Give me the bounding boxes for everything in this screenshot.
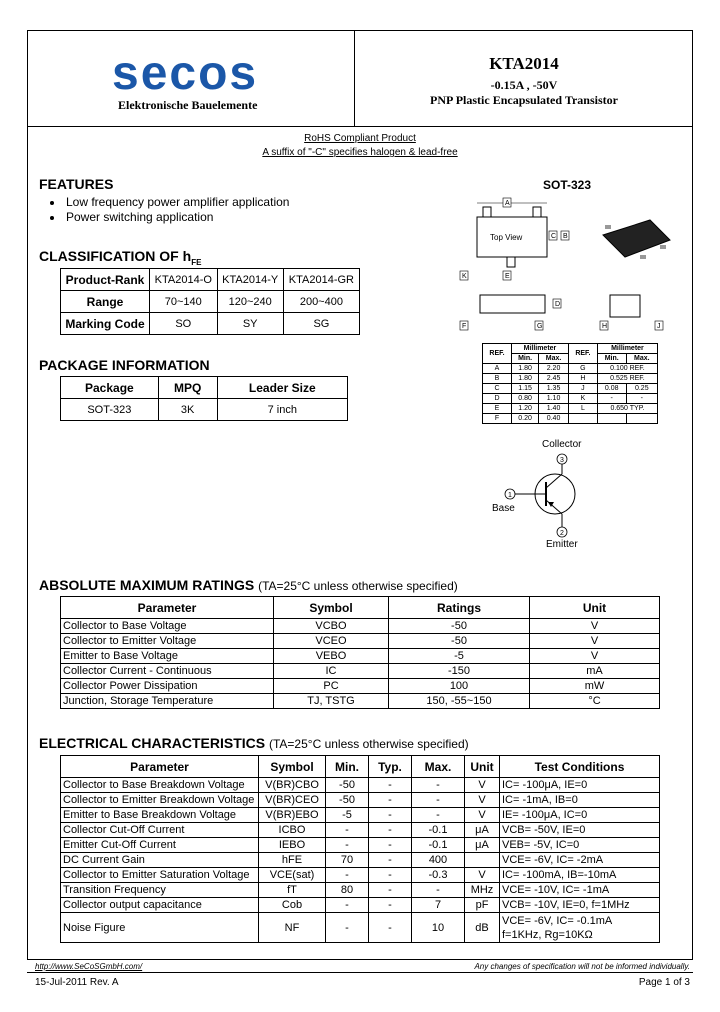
electrical-table: Parameter Symbol Min. Typ. Max. Unit Test Conditions Collector to Base Breakdown Voltage V(BR)CBO -50 - - V IC= -100μA, IE=0 Collector to Emitter Breakdown Voltage V(BR)CEO -50 - - V IC= -1mA, IB=0 Emitter to Base Breakdown Voltage V(BR)EBO -5 - - V IE= -100μA, IC=0 Collector Cut-Off Current ICBO - - -0.1 μA VCB= -50V, IE=0 Emitter Cut-Off Current IEBO - - -0.1 μA VEB= -5V, IC=0 DC Current Gain hFE 70 - 400 VCE= -6V, IC= -2mA Collector to Emitter Saturation Voltage VCE(sat) - - -0.3 V IC= -100mA, IB=-10mA Transition Frequency fT 80 - - MHz VCE= -10V, IC= -1mA Collector output capacitance Cob - - 7 pF VCB= -10V, IE=0, f=1MHz Noise Figure NF - - 10 dB VCE= -6V, IC= -0.1mA f=1KHz, Rg=10KΩ <box>60 755 660 943</box>
svg-text:D: D <box>555 301 561 308</box>
table-row: Collector Power Dissipation PC 100 mW <box>61 679 660 694</box>
table-row: Collector to Emitter Breakdown Voltage V(BR)CEO -50 - - V IC= -1mA, IB=0 <box>61 793 660 808</box>
svg-text:F: F <box>462 323 467 330</box>
table-row: Emitter Cut-Off Current IEBO - - -0.1 μA VEB= -5V, IC=0 <box>61 838 660 853</box>
base-label: Base <box>492 503 515 514</box>
table-row: Junction, Storage Temperature TJ, TSTG 150, -55~150 °C <box>61 694 660 709</box>
features-title: FEATURES <box>39 176 114 192</box>
svg-text:A: A <box>505 200 510 207</box>
collector-label: Collector <box>542 439 582 450</box>
table-row: Collector to Emitter Saturation Voltage VCE(sat) - - -0.3 V IC= -100mA, IB=-10mA <box>61 868 660 883</box>
dimension-table: REF. Millimeter REF. Millimeter Min. Max. Min. Max. A 1.80 2.20 G 0.100 REF. B 1.80 2.45 H 0.525 REF. C 1.15 1.35 J 0.08 0.25 D 0.80 1.10 K - - E 1.20 1.40 L 0.650 TYP. F 0.20 0.40 <box>482 343 658 424</box>
svg-text:C: C <box>551 233 557 240</box>
abs-max-title: ABSOLUTE MAXIMUM RATINGS (TA=25°C unless otherwise specified) <box>39 577 458 593</box>
svg-text:H: H <box>602 323 608 330</box>
part-number: KTA2014 <box>489 54 559 73</box>
abs-max-table: Parameter Symbol Ratings Unit Collector to Base Voltage VCBO -50 V Collector to Emitter Voltage VCEO -50 V Emitter to Base Voltage VEBO -5 V Collector Current - Continuous IC -150 mA Collector Power Dissipation PC 100 mW Junction, Storage Temperature TJ, TSTG 150, -55~150 °C <box>60 596 660 709</box>
table-row: Collector to Base Voltage VCBO -50 V <box>61 619 660 634</box>
svg-text:J: J <box>657 323 661 330</box>
header-bottom-line <box>27 126 693 127</box>
part-description: PNP Plastic Encapsulated Transistor <box>430 93 618 107</box>
company-name: Elektronische Bauelemente <box>118 98 258 112</box>
table-row: Collector output capacitance Cob - - 7 pF VCB= -10V, IE=0, f=1MHz <box>61 898 660 913</box>
table-row: Collector to Emitter Voltage VCEO -50 V <box>61 634 660 649</box>
svg-text:3: 3 <box>560 457 564 464</box>
footer-line <box>27 972 693 973</box>
halogen-note: A suffix of "-C" specifies halogen & lead-free <box>262 147 458 158</box>
svg-text:K: K <box>462 273 467 280</box>
svg-text:2: 2 <box>560 530 564 537</box>
top-view-label: Top View <box>490 233 523 242</box>
table-row: Collector Cut-Off Current ICBO - - -0.1 μA VCB= -50V, IE=0 <box>61 823 660 838</box>
part-rating: -0.15A , -50V <box>490 78 558 92</box>
company-logo: secos <box>112 47 259 100</box>
table-row: Collector Current - Continuous IC -150 mA <box>61 664 660 679</box>
feature-item: Low frequency power amplifier application <box>50 195 289 209</box>
svg-text:B: B <box>563 233 568 240</box>
svg-text:1: 1 <box>508 492 512 499</box>
footer-disclaimer: Any changes of specification will not be informed individually. <box>474 962 690 971</box>
classification-table: Product-Rank KTA2014-O KTA2014-Y KTA2014-GR Range 70~140 120~240 200~400 Marking Code SO SY SG <box>60 268 360 335</box>
footer-page: Page 1 of 3 <box>638 977 690 988</box>
feature-item: Power switching application <box>50 210 213 224</box>
table-row: Transition Frequency fT 80 - - MHz VCE= -10V, IC= -1mA <box>61 883 660 898</box>
emitter-label: Emitter <box>546 539 578 550</box>
table-row: Collector to Base Breakdown Voltage V(BR)CBO -50 - - V IC= -100μA, IE=0 <box>61 778 660 793</box>
svg-text:E: E <box>505 273 510 280</box>
classification-title: CLASSIFICATION OF $h_{FE}$ <box>39 248 202 267</box>
package-outline-drawing <box>455 195 685 340</box>
table-row: Emitter to Base Voltage VEBO -5 V <box>61 649 660 664</box>
package-info-table: Package MPQ Leader Size SOT-323 3K 7 inch <box>60 376 348 421</box>
table-row: Noise Figure NF - - 10 dB VCE= -6V, IC= -0.1mA f=1KHz, Rg=10KΩ <box>61 913 660 943</box>
electrical-title: ELECTRICAL CHARACTERISTICS (TA=25°C unless otherwise specified) <box>39 735 469 751</box>
package-3d-view <box>603 220 670 257</box>
package-drawing-title: SOT-323 <box>543 178 592 192</box>
rohs-note: RoHS Compliant Product <box>304 133 416 144</box>
svg-text:G: G <box>537 323 543 330</box>
package-info-title: PACKAGE INFORMATION <box>39 357 210 373</box>
footer-date: 15-Jul-2011 Rev. A <box>35 977 119 988</box>
table-row: DC Current Gain hFE 70 - 400 VCE= -6V, IC= -2mA <box>61 853 660 868</box>
footer-url[interactable]: http://www.SeCoSGmbH.com/ <box>35 962 143 971</box>
transistor-symbol <box>500 450 590 540</box>
table-row: Emitter to Base Breakdown Voltage V(BR)EBO -5 - - V IE= -100μA, IC=0 <box>61 808 660 823</box>
